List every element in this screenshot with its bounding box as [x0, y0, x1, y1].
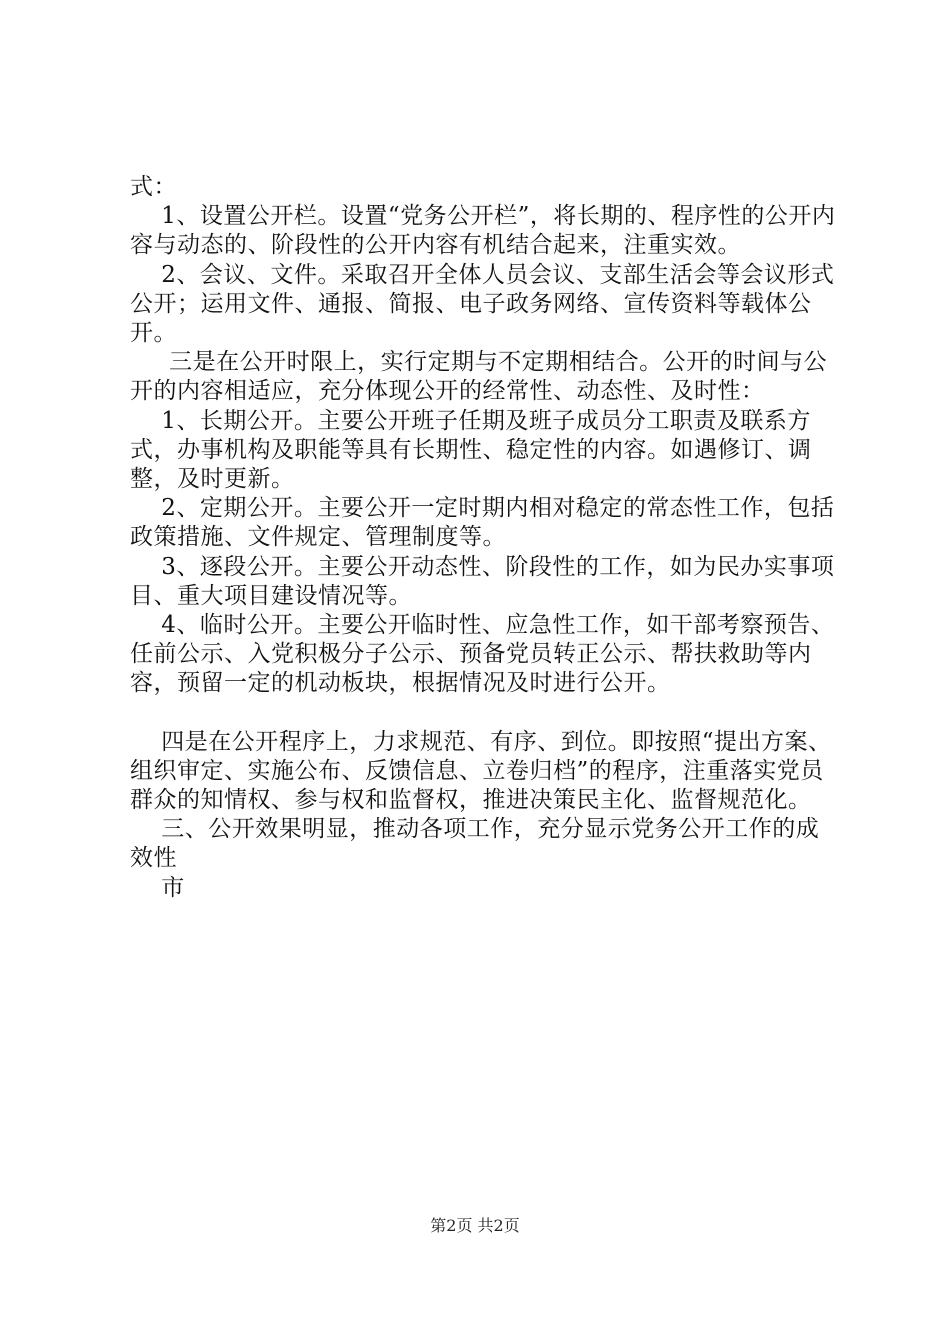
- paragraph-8: 4、临时公开。主要公开临时性、应急性工作，如干部考察预告、任前公示、入党积极分子公示、预备党员转正公示、帮扶救助等内容，预留一定的机动板块，根据情况及时进行公开。: [130, 612, 835, 697]
- paragraph-6: 2、定期公开。主要公开一定时期内相对稳定的常态性工作，包括政策措施、文件规定、管理制度等。: [130, 495, 835, 551]
- page-footer: 第2页 共2页: [430, 1216, 520, 1235]
- paragraph-3: 2、会议、文件。采取召开全体人员会议、支部生活会等会议形式公开；运用文件、通报、简报、电子政务网络、宣传资料等载体公开。: [130, 261, 835, 347]
- paragraph-2: 1、设置公开栏。设置“党务公开栏”，将长期的、程序性的公开内容与动态的、阶段性的公开内容有机结合起来，注重实效。: [130, 203, 836, 259]
- blank-line: [130, 699, 840, 728]
- paragraph-1: 式：: [130, 174, 177, 200]
- paragraph-9: 四是在公开程序上，力求规范、有序、到位。即按照“提出方案、组织审定、实施公布、反馈信息、立卷归档”的程序，注重落实党员群众的知情权、参与权和监督权，推进决策民主化、监督规范化。: [130, 728, 832, 814]
- document-body: [130, 173, 840, 903]
- paragraph-10: 三、公开效果明显，推动各项工作，充分显示党务公开工作的成效性: [130, 816, 820, 872]
- paragraph-11: 市: [130, 874, 185, 901]
- paragraph-7: 3、逐段公开。主要公开动态性、阶段性的工作，如为民办实事项目、重大项目建设情况等。: [130, 553, 835, 609]
- paragraph-5: 1、长期公开。主要公开班子任期及班子成员分工职责及联系方式，办事机构及职能等具有长期性、稳定性的内容。如遇修订、调整，及时更新。: [130, 407, 812, 493]
- paragraph-4: 三是在公开时限上，实行定期与不定期相结合。公开的时间与公开的内容相适应，充分体现公开的经常性、动态性、及时性：: [130, 349, 828, 405]
